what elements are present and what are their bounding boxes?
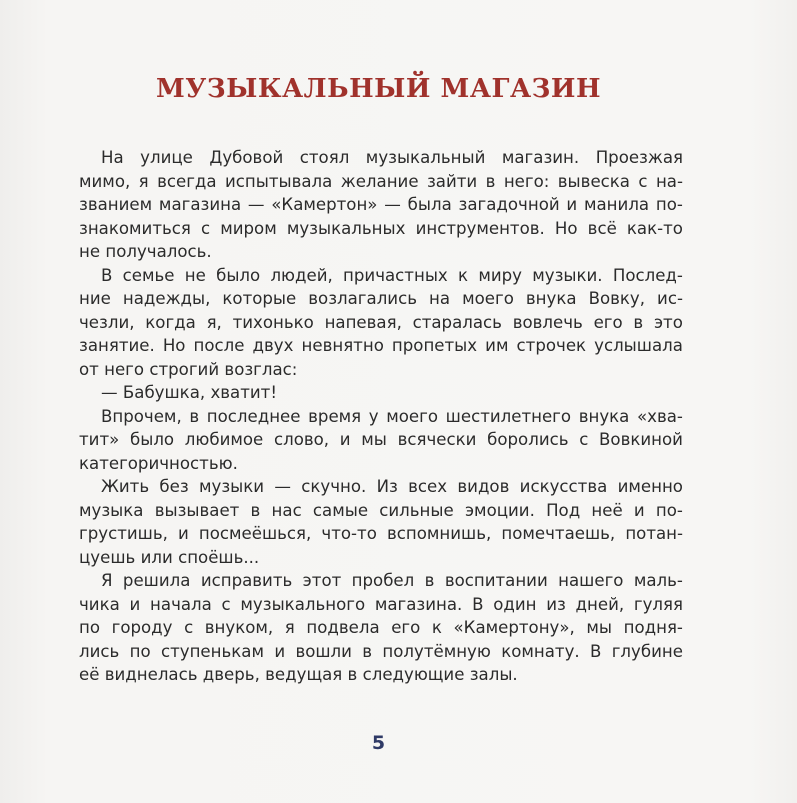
text-line: чезли, когда я, тихонько напевая, старалась вовлечь его в это	[79, 312, 683, 332]
text-line: мимо, я всегда испытывала желание зайти в него: вывеска с на-	[79, 171, 683, 191]
text-line: На улице Дубовой стоял музыкальный магазин. Проезжая	[101, 148, 683, 167]
page-number: 5	[371, 732, 386, 754]
text-line: званием магазина — «Камертон» — была загадочной и манила по-	[79, 195, 683, 214]
text-line: её виднелась дверь, ведущая в следующие залы.	[79, 665, 518, 684]
text-line: от него строгий возглас:	[79, 359, 298, 379]
text-line: — Бабушка, хватит!	[101, 383, 277, 402]
text-line: музыка вызывает в нас самые сильные эмоции. Под неё и по-	[79, 500, 683, 520]
chapter-title: МУЗЫКАЛЬНЫЙ МАГАЗИН	[155, 74, 602, 104]
body-text	[79, 146, 683, 687]
text-line: ние надежды, которые возлагались на моего внука Вовку, ис-	[79, 289, 683, 308]
text-line: по городу с внуком, я подвела его к «Камертону», мы подня-	[79, 618, 683, 637]
text-line: категоричностью.	[79, 453, 238, 473]
text-line: грустишь, и посмеёшься, что-то вспомнишь, помечтаешь, потан-	[79, 524, 683, 543]
text-line: не получалось.	[79, 242, 212, 261]
text-line: занятие. Но после двух невнятно пропетых им строчек услышала	[79, 336, 683, 355]
text-line: Жить без музыки — скучно. Из всех видов искусства именно	[101, 477, 683, 496]
text-line: лись по ступенькам и вошли в полутёмную комнату. В глубине	[79, 641, 683, 661]
text-line: тит» было любимое слово, и мы всячески боролись с Вовкиной	[79, 430, 683, 449]
text-line: знакомиться с миром музыкальных инструментов. Но всё как-то	[79, 218, 683, 238]
text-line: цуешь или споёшь...	[79, 547, 260, 567]
text-line: Я решила исправить этот пробел в воспитании нашего маль-	[101, 571, 683, 590]
text-line: чика и начала с музыкального магазина. В один из дней, гуляя	[79, 594, 683, 614]
text-line: Впрочем, в последнее время у моего шестилетнего внука «хва-	[101, 406, 683, 426]
text-line: В семье не было людей, причастных к миру музыки. Послед-	[101, 265, 683, 285]
